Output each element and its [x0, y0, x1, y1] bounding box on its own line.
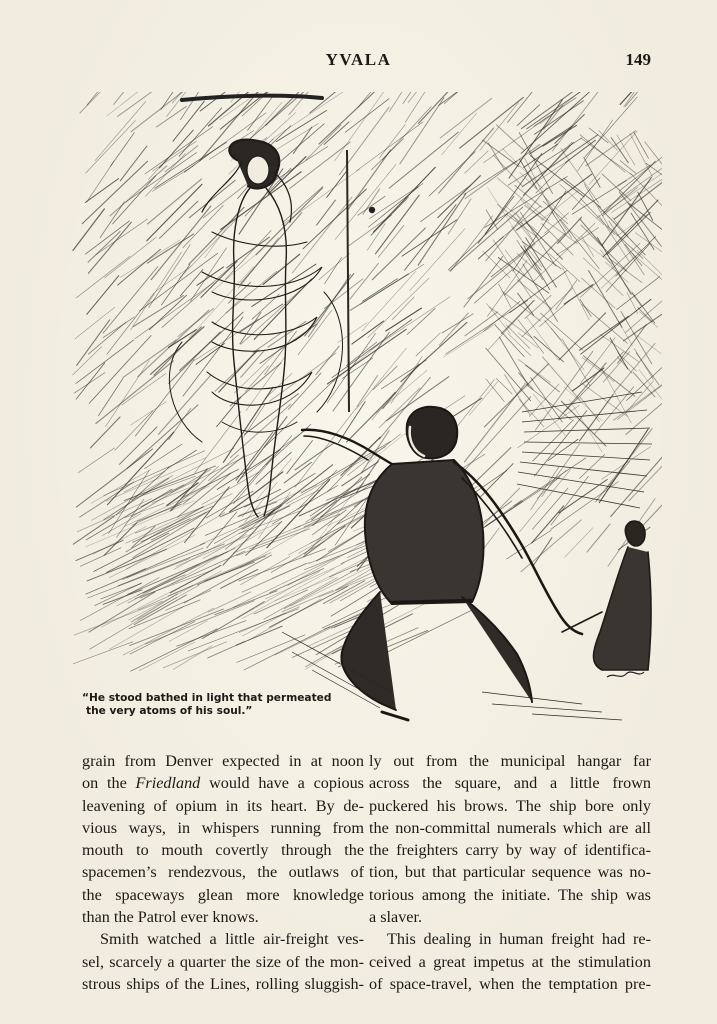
- hatch-stroke: [525, 158, 554, 214]
- hatch-stroke: [76, 449, 152, 507]
- hatch-stroke: [495, 325, 524, 356]
- hatch-stroke: [493, 155, 522, 185]
- page-number: 149: [625, 50, 651, 69]
- hatch-stroke: [269, 586, 348, 627]
- hatch-stroke: [223, 510, 274, 566]
- hatch-stroke: [335, 164, 396, 239]
- hatch-stroke: [183, 205, 223, 247]
- hatch-stroke: [177, 621, 246, 647]
- hatch-stroke: [306, 125, 341, 160]
- hatch-stroke: [236, 529, 309, 556]
- hatch-stroke: [169, 408, 191, 439]
- text-line: the freighters carry by way of identifica-: [369, 841, 651, 860]
- hatch-stroke: [583, 384, 627, 416]
- hatch-stroke: [271, 541, 324, 572]
- text-column-right: [369, 750, 651, 995]
- hatch-stroke: [587, 524, 610, 552]
- hatch-stroke: [91, 469, 151, 503]
- hatch-stroke: [82, 161, 147, 224]
- hatch-stroke: [88, 222, 131, 273]
- hatch-stroke: [76, 340, 134, 383]
- hatch-stroke: [241, 556, 290, 584]
- hatch-stroke: [189, 207, 244, 264]
- hatch-stroke: [524, 205, 577, 243]
- pen-and-ink-illustration: [62, 92, 662, 732]
- hatch-stroke: [276, 111, 326, 142]
- hatch-stroke: [98, 379, 122, 416]
- hatch-stroke: [609, 258, 642, 282]
- hatch-stroke: [619, 192, 661, 246]
- hatch-stroke: [332, 320, 412, 378]
- hatch-stroke: [521, 92, 591, 153]
- hatch-stroke: [319, 253, 350, 279]
- hatch-stroke: [87, 161, 114, 202]
- hatch-stroke: [147, 184, 202, 241]
- ship-name-italic: Friedland: [135, 774, 201, 793]
- hatch-stroke: [298, 310, 332, 354]
- hatch-stroke: [143, 575, 185, 593]
- hatch-stroke: [480, 103, 519, 151]
- hatch-stroke: [236, 433, 273, 481]
- hatch-stroke: [429, 152, 475, 197]
- hatch-stroke: [580, 454, 605, 478]
- text-line: across the square, and a little frown: [369, 774, 651, 793]
- hatch-stroke: [287, 441, 313, 474]
- hatch-stroke: [603, 187, 638, 215]
- hatch-stroke: [185, 487, 230, 543]
- text-line: the non-committal numerals which are all: [369, 818, 651, 837]
- hatch-stroke: [208, 642, 245, 659]
- hatch-stroke: [284, 462, 311, 483]
- hatch-stroke: [104, 523, 137, 556]
- hatch-stroke: [240, 304, 282, 332]
- hatch-stroke: [325, 257, 342, 283]
- hatch-stroke: [252, 264, 316, 306]
- hatch-stroke: [153, 166, 194, 192]
- illustration-caption: [82, 692, 382, 718]
- hatch-stroke: [442, 113, 477, 155]
- hatch-stroke: [485, 154, 542, 234]
- hatch-stroke: [627, 292, 638, 313]
- hatch-stroke: [88, 322, 126, 354]
- hatch-stroke: [140, 551, 245, 598]
- hatch-stroke: [309, 275, 351, 337]
- hatch-stroke: [410, 229, 465, 291]
- hatch-stroke: [86, 121, 136, 174]
- hatch-stroke: [324, 122, 349, 144]
- text-column-left: [82, 750, 364, 995]
- hatch-stroke: [168, 450, 197, 468]
- hatch-stroke: [333, 345, 378, 382]
- hatch-stroke: [74, 601, 162, 635]
- hatch-stroke: [130, 622, 195, 655]
- hatch-stroke: [122, 374, 166, 405]
- hatch-stroke: [113, 176, 156, 224]
- hatch-stroke: [531, 467, 559, 510]
- hatch-stroke: [389, 92, 420, 112]
- hatch-stroke: [407, 309, 435, 335]
- hatch-stroke: [239, 549, 326, 581]
- hatch-stroke: [451, 216, 493, 272]
- hatch-stroke: [540, 300, 570, 326]
- caption-line: “He stood bathed in light that permeated: [82, 692, 332, 704]
- hatch-stroke: [169, 621, 207, 642]
- hatch-stroke: [73, 642, 133, 664]
- hatch-stroke: [96, 219, 148, 255]
- running-title: YVALA: [325, 50, 392, 69]
- hatch-stroke: [549, 253, 580, 281]
- hatch-stroke: [360, 264, 424, 304]
- text-run: would have a copious: [200, 774, 364, 793]
- hatch-stroke: [438, 176, 481, 218]
- hatch-stroke: [542, 444, 580, 496]
- hatch-stroke: [155, 142, 227, 188]
- hatch-stroke: [333, 332, 389, 411]
- hatch-stroke: [289, 373, 322, 409]
- floating-woman-figure: [169, 140, 342, 517]
- text-line: a slaver.: [369, 908, 423, 927]
- hatch-stroke: [78, 448, 114, 473]
- hatch-stroke: [284, 570, 356, 609]
- hatch-stroke: [499, 337, 528, 386]
- hatch-stroke: [600, 334, 639, 361]
- artist-signature-mark: [607, 672, 644, 677]
- hatch-stroke: [392, 297, 414, 320]
- hatch-stroke: [264, 578, 337, 620]
- hatch-stroke: [603, 352, 629, 382]
- doorway-frame: [347, 150, 349, 412]
- hatch-stroke: [416, 333, 440, 356]
- hatch-stroke: [88, 232, 120, 263]
- hatch-stroke: [561, 401, 606, 446]
- hatch-stroke: [561, 148, 599, 203]
- hatch-stroke: [347, 393, 396, 442]
- text-line: than the Patrol ever knows.: [82, 908, 259, 927]
- hatch-stroke: [76, 363, 105, 399]
- hatch-stroke: [109, 470, 150, 533]
- hatch-stroke: [443, 324, 495, 357]
- text-line: tion, but that particular sequence was no-: [369, 863, 651, 882]
- hatch-stroke: [233, 526, 300, 553]
- hatch-stroke: [507, 325, 530, 348]
- hatch-stroke: [316, 346, 339, 375]
- hatch-stroke: [440, 98, 491, 138]
- text-line: the spaceways glean more knowledge: [82, 885, 364, 904]
- text-line: Smith watched a little air-freight ves-: [100, 930, 364, 949]
- hatch-stroke: [519, 360, 551, 383]
- hatch-stroke: [196, 344, 224, 365]
- hatch-stroke: [327, 329, 406, 384]
- hatch-stroke: [363, 279, 398, 302]
- hatch-stroke: [189, 180, 235, 218]
- hatch-stroke: [92, 476, 173, 521]
- hatch-stroke: [464, 257, 503, 308]
- seated-figure-right: [562, 521, 651, 670]
- hatch-stroke: [379, 125, 405, 158]
- hatch-stroke: [107, 92, 171, 116]
- text-line: mouth to mouth covertly through the: [82, 841, 364, 860]
- hatch-stroke: [579, 316, 628, 350]
- hatch-stroke: [160, 201, 198, 238]
- hatch-stroke: [584, 184, 609, 227]
- hatch-stroke: [478, 237, 503, 259]
- hatch-stroke: [633, 333, 661, 354]
- hatch-stroke: [537, 470, 566, 498]
- hatch-stroke: [632, 253, 662, 280]
- hatch-stroke: [141, 519, 190, 542]
- hatch-stroke: [248, 96, 274, 131]
- hatch-stroke: [124, 472, 165, 493]
- illustration-figures: [169, 96, 652, 720]
- hatch-stroke: [496, 378, 512, 394]
- hatch-stroke: [608, 226, 643, 259]
- hatch-stroke: [77, 499, 152, 532]
- hatch-stroke: [118, 249, 161, 285]
- hatch-stroke: [508, 334, 531, 356]
- hatch-stroke: [327, 169, 348, 197]
- text-line: ly out from the municipal hangar far: [369, 752, 651, 770]
- hatch-stroke: [73, 209, 104, 251]
- text-line: grain from Denver expected in at noon: [82, 752, 364, 770]
- hatch-stroke: [373, 167, 435, 232]
- hatch-stroke: [100, 202, 124, 238]
- hatch-stroke: [265, 331, 297, 374]
- text-line: vious ways, in whispers running from: [82, 818, 364, 837]
- text-run: on the: [82, 774, 136, 793]
- hatch-stroke: [159, 130, 193, 168]
- text-line: puckered his brows. The ship bore only: [369, 796, 651, 815]
- hatch-stroke: [165, 146, 198, 172]
- hatch-stroke: [439, 92, 464, 106]
- dark-spot: [369, 207, 375, 213]
- hatch-stroke: [114, 92, 158, 104]
- hatch-stroke: [400, 98, 444, 164]
- hatch-stroke: [219, 351, 257, 392]
- hatch-stroke: [282, 590, 333, 612]
- hatch-stroke: [565, 528, 593, 558]
- hatch-stroke: [611, 442, 662, 517]
- hatch-stroke: [580, 219, 604, 247]
- hatch-stroke: [96, 361, 173, 424]
- hatch-stroke: [534, 336, 563, 361]
- hatch-stroke: [183, 455, 245, 504]
- hatch-stroke: [244, 627, 330, 670]
- hatch-stroke: [502, 291, 541, 321]
- hatch-stroke: [483, 251, 510, 278]
- hatch-stroke: [118, 92, 190, 116]
- hatch-stroke: [534, 98, 576, 127]
- hatch-stroke: [111, 133, 135, 167]
- hatch-stroke: [580, 135, 625, 173]
- text-line: [82, 772, 364, 794]
- hatch-stroke: [599, 131, 617, 151]
- hatch-stroke: [161, 264, 190, 305]
- hatch-stroke: [116, 467, 169, 515]
- hatch-stroke: [163, 642, 226, 668]
- hatch-stroke: [310, 92, 378, 113]
- hatch-stroke: [469, 381, 498, 415]
- hatch-stroke: [110, 166, 167, 216]
- hatch-stroke: [486, 379, 504, 402]
- caption-line: the very atoms of his soul.”: [86, 705, 253, 717]
- hatch-stroke: [421, 186, 471, 222]
- hatch-stroke: [107, 293, 155, 355]
- hatch-stroke: [521, 520, 581, 572]
- text-line: of space-travel, when the temptation pre-: [369, 974, 651, 993]
- hatch-stroke: [589, 131, 638, 185]
- hatch-stroke: [179, 108, 222, 156]
- hatch-stroke: [582, 237, 594, 257]
- hatch-stroke: [133, 506, 213, 542]
- hatch-stroke: [135, 283, 214, 339]
- hatch-stroke: [403, 92, 429, 104]
- hatch-stroke: [445, 92, 493, 103]
- hatch-stroke: [498, 204, 523, 224]
- text-line: sel, scarcely a quarter the size of the mon-: [82, 952, 364, 971]
- hatch-stroke: [153, 141, 197, 171]
- hatch-stroke: [356, 348, 406, 409]
- hatch-stroke: [450, 207, 523, 271]
- hatch-stroke: [131, 629, 218, 671]
- hatch-stroke: [419, 92, 451, 123]
- hatch-stroke: [305, 274, 354, 336]
- hatch-stroke: [80, 92, 112, 113]
- illustration-drawing: [62, 92, 662, 732]
- hatch-stroke: [465, 397, 531, 470]
- hatch-stroke: [488, 143, 504, 169]
- hatch-stroke: [405, 92, 451, 122]
- hatch-stroke: [558, 363, 606, 419]
- hatch-stroke: [74, 373, 105, 394]
- hatch-stroke: [295, 443, 334, 470]
- hatch-stroke: [534, 538, 552, 565]
- text-line: leavening of opium in its heart. By de-: [82, 796, 364, 815]
- hatch-stroke: [632, 293, 655, 323]
- hatch-stroke: [551, 476, 588, 525]
- hatch-stroke: [91, 417, 121, 448]
- hatch-stroke: [184, 555, 272, 603]
- hatch-stroke: [617, 214, 648, 236]
- hatch-stroke: [561, 220, 600, 269]
- hatch-stroke: [151, 327, 205, 375]
- hatch-stroke: [376, 370, 427, 413]
- hatch-stroke: [85, 179, 118, 203]
- hatch-stroke: [290, 563, 378, 607]
- text-line: This dealing in human freight had re-: [387, 930, 651, 949]
- hatch-stroke: [508, 92, 540, 122]
- text-line: strous ships of the Lines, rolling sluggish-: [82, 974, 364, 993]
- hatch-stroke: [87, 276, 119, 315]
- hatch-stroke: [484, 364, 548, 427]
- hatch-stroke: [123, 548, 204, 579]
- hatch-stroke: [362, 271, 416, 331]
- hatch-stroke: [499, 284, 512, 308]
- hatch-stroke: [195, 319, 258, 360]
- hatch-stroke: [225, 230, 271, 279]
- hatch-stroke: [181, 93, 199, 120]
- hatch-stroke: [256, 188, 322, 255]
- hatch-stroke: [120, 146, 147, 181]
- hatch-stroke: [221, 569, 258, 588]
- hatch-stroke: [519, 399, 544, 426]
- hatch-stroke: [347, 342, 377, 365]
- hatch-stroke: [368, 224, 386, 250]
- hatch-stroke: [310, 513, 368, 543]
- hatch-stroke: [602, 174, 631, 201]
- hatch-stroke: [76, 256, 130, 298]
- background-hatching: [73, 92, 662, 671]
- hatch-stroke: [335, 92, 385, 161]
- hatch-stroke: [630, 134, 652, 177]
- hatch-stroke: [327, 333, 375, 402]
- hatch-stroke: [88, 559, 190, 599]
- hatch-stroke: [357, 122, 424, 171]
- hatch-stroke: [190, 248, 226, 301]
- hatch-stroke: [243, 613, 286, 636]
- hatch-stroke: [496, 125, 523, 150]
- text-line: spacemen’s rendezvous, the outlaws of: [82, 863, 364, 882]
- hatch-stroke: [564, 352, 623, 412]
- hatch-stroke: [149, 295, 186, 330]
- hatch-stroke: [373, 366, 397, 389]
- hatch-stroke: [131, 402, 166, 425]
- hatch-stroke: [439, 313, 468, 345]
- text-line: ceived a great impetus at the stimulation: [369, 952, 651, 971]
- running-head: [0, 50, 717, 74]
- hatch-stroke: [357, 376, 378, 407]
- text-line: torious among the initiate. The ship was: [369, 885, 651, 904]
- hatch-stroke: [293, 127, 311, 153]
- hatch-stroke: [263, 254, 300, 284]
- hatch-stroke: [77, 320, 110, 366]
- hatch-stroke: [382, 106, 431, 159]
- hatch-stroke: [73, 516, 114, 544]
- hatch-stroke: [542, 224, 573, 256]
- hatch-stroke: [583, 358, 614, 382]
